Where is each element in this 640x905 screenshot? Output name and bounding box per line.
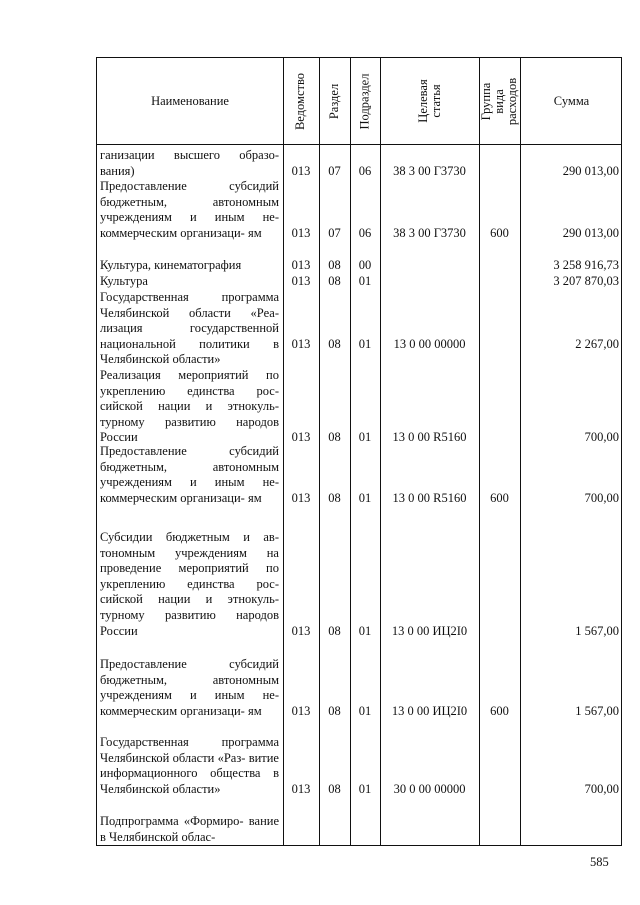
cell-section: 08 (328, 703, 341, 718)
header-sum: Сумма (553, 94, 590, 108)
cell-dept: 013 (291, 258, 311, 272)
col-divider (479, 58, 480, 845)
cell-subsection: 06 (358, 163, 372, 178)
cell-subsection: 01 (358, 490, 372, 505)
cell-section: 08 (328, 781, 341, 796)
cell-target: 13 0 00 ИЦ2I0 (391, 623, 468, 638)
cell-dept: 013 (291, 430, 311, 445)
cell-subsection: 00 (358, 258, 372, 272)
header-subsection: Подраздел (357, 73, 372, 129)
cell-section: 08 (328, 258, 341, 272)
cell-target: 13 0 00 R5160 (392, 430, 467, 445)
cell-section: 08 (328, 430, 341, 445)
cell-subsection: 01 (358, 781, 372, 796)
cell-section: 07 (328, 225, 341, 240)
cell-target: 13 0 00 00000 (393, 336, 466, 351)
header-name: Наименование (151, 94, 229, 108)
cell-section: 08 (328, 490, 341, 505)
cell-section: 08 (328, 274, 341, 288)
header-section: Раздел (327, 83, 342, 119)
page-number: 585 (590, 855, 609, 869)
row-name: Предоставление субсидий бюджетным, автономным учреждениям и иным не- коммерческим организаци- ям (100, 444, 279, 505)
cell-group: 600 (490, 490, 509, 505)
header-divider (97, 144, 621, 145)
cell-dept: 013 (291, 781, 311, 796)
row-name: Предоставление субсидий бюджетным, автономным учреждениям и иным не- коммерческим организаци- ям (100, 657, 279, 718)
cell-subsection: 01 (358, 274, 372, 288)
cell-sum: 1 567,00 (575, 623, 619, 638)
cell-dept: 013 (291, 274, 311, 288)
header-dept: Ведомство (293, 72, 308, 130)
cell-target: 38 3 00 Г3730 (393, 225, 466, 240)
cell-dept: 013 (291, 703, 311, 718)
cell-section: 08 (328, 336, 341, 351)
cell-target: 13 0 00 ИЦ2I0 (391, 703, 468, 718)
cell-sum: 290 013,00 (562, 163, 619, 178)
cell-sum: 290 013,00 (562, 225, 619, 240)
cell-sum: 700,00 (584, 430, 619, 445)
cell-sum: 3 207 870,03 (553, 274, 619, 288)
cell-target: 30 0 00 00000 (393, 781, 466, 796)
cell-sum: 700,00 (584, 781, 619, 796)
row-name: Культура (100, 274, 148, 288)
cell-subsection: 01 (358, 623, 372, 638)
row-name: ганизации высшего образо- вания) (100, 148, 279, 178)
row-name: Государственная программа Челябинской области «Раз- витие информационного общества в Челябинской области» (100, 735, 279, 796)
cell-target: 13 0 00 R5160 (392, 490, 467, 505)
cell-dept: 013 (291, 163, 311, 178)
cell-dept: 013 (291, 225, 311, 240)
row-name: Предоставление субсидий бюджетным, автономным учреждениям и иным не- коммерческим организаци- ям (100, 179, 279, 240)
cell-sum: 2 267,00 (575, 336, 619, 351)
cell-group: 600 (490, 703, 509, 718)
cell-target: 38 3 00 Г3730 (393, 163, 466, 178)
row-name: Реализация мероприятий по укреплению единства рос- сийской нации и этнокуль- турному развитию народов России (100, 368, 279, 445)
cell-subsection: 01 (358, 703, 372, 718)
row-name: Субсидии бюджетным и ав- тономным учреждениям на проведение мероприятий по укреплению единства рос- сийской нации и этнокуль- турному развитию народов России (100, 530, 279, 638)
row-name: Подпрограмма «Формиро- вание в Челябинской облас- (100, 814, 279, 844)
header-target: Целевая статья (415, 79, 443, 123)
cell-group: 600 (490, 225, 509, 240)
cell-sum: 700,00 (584, 490, 619, 505)
cell-dept: 013 (291, 490, 311, 505)
row-name: Государственная программа Челябинской области «Реа- лизация государственной национальной политики в Челябинской области» (100, 290, 279, 367)
cell-dept: 013 (291, 623, 311, 638)
cell-subsection: 06 (358, 225, 372, 240)
cell-sum: 3 258 916,73 (553, 258, 619, 272)
cell-dept: 013 (291, 336, 311, 351)
cell-sum: 1 567,00 (575, 703, 619, 718)
budget-table (96, 57, 622, 846)
cell-section: 08 (328, 623, 341, 638)
row-name: Культура, кинематография (100, 258, 242, 272)
cell-subsection: 01 (358, 430, 372, 445)
cell-section: 07 (328, 163, 341, 178)
cell-subsection: 01 (358, 336, 372, 351)
header-group: Группа вида расходов (479, 77, 520, 125)
